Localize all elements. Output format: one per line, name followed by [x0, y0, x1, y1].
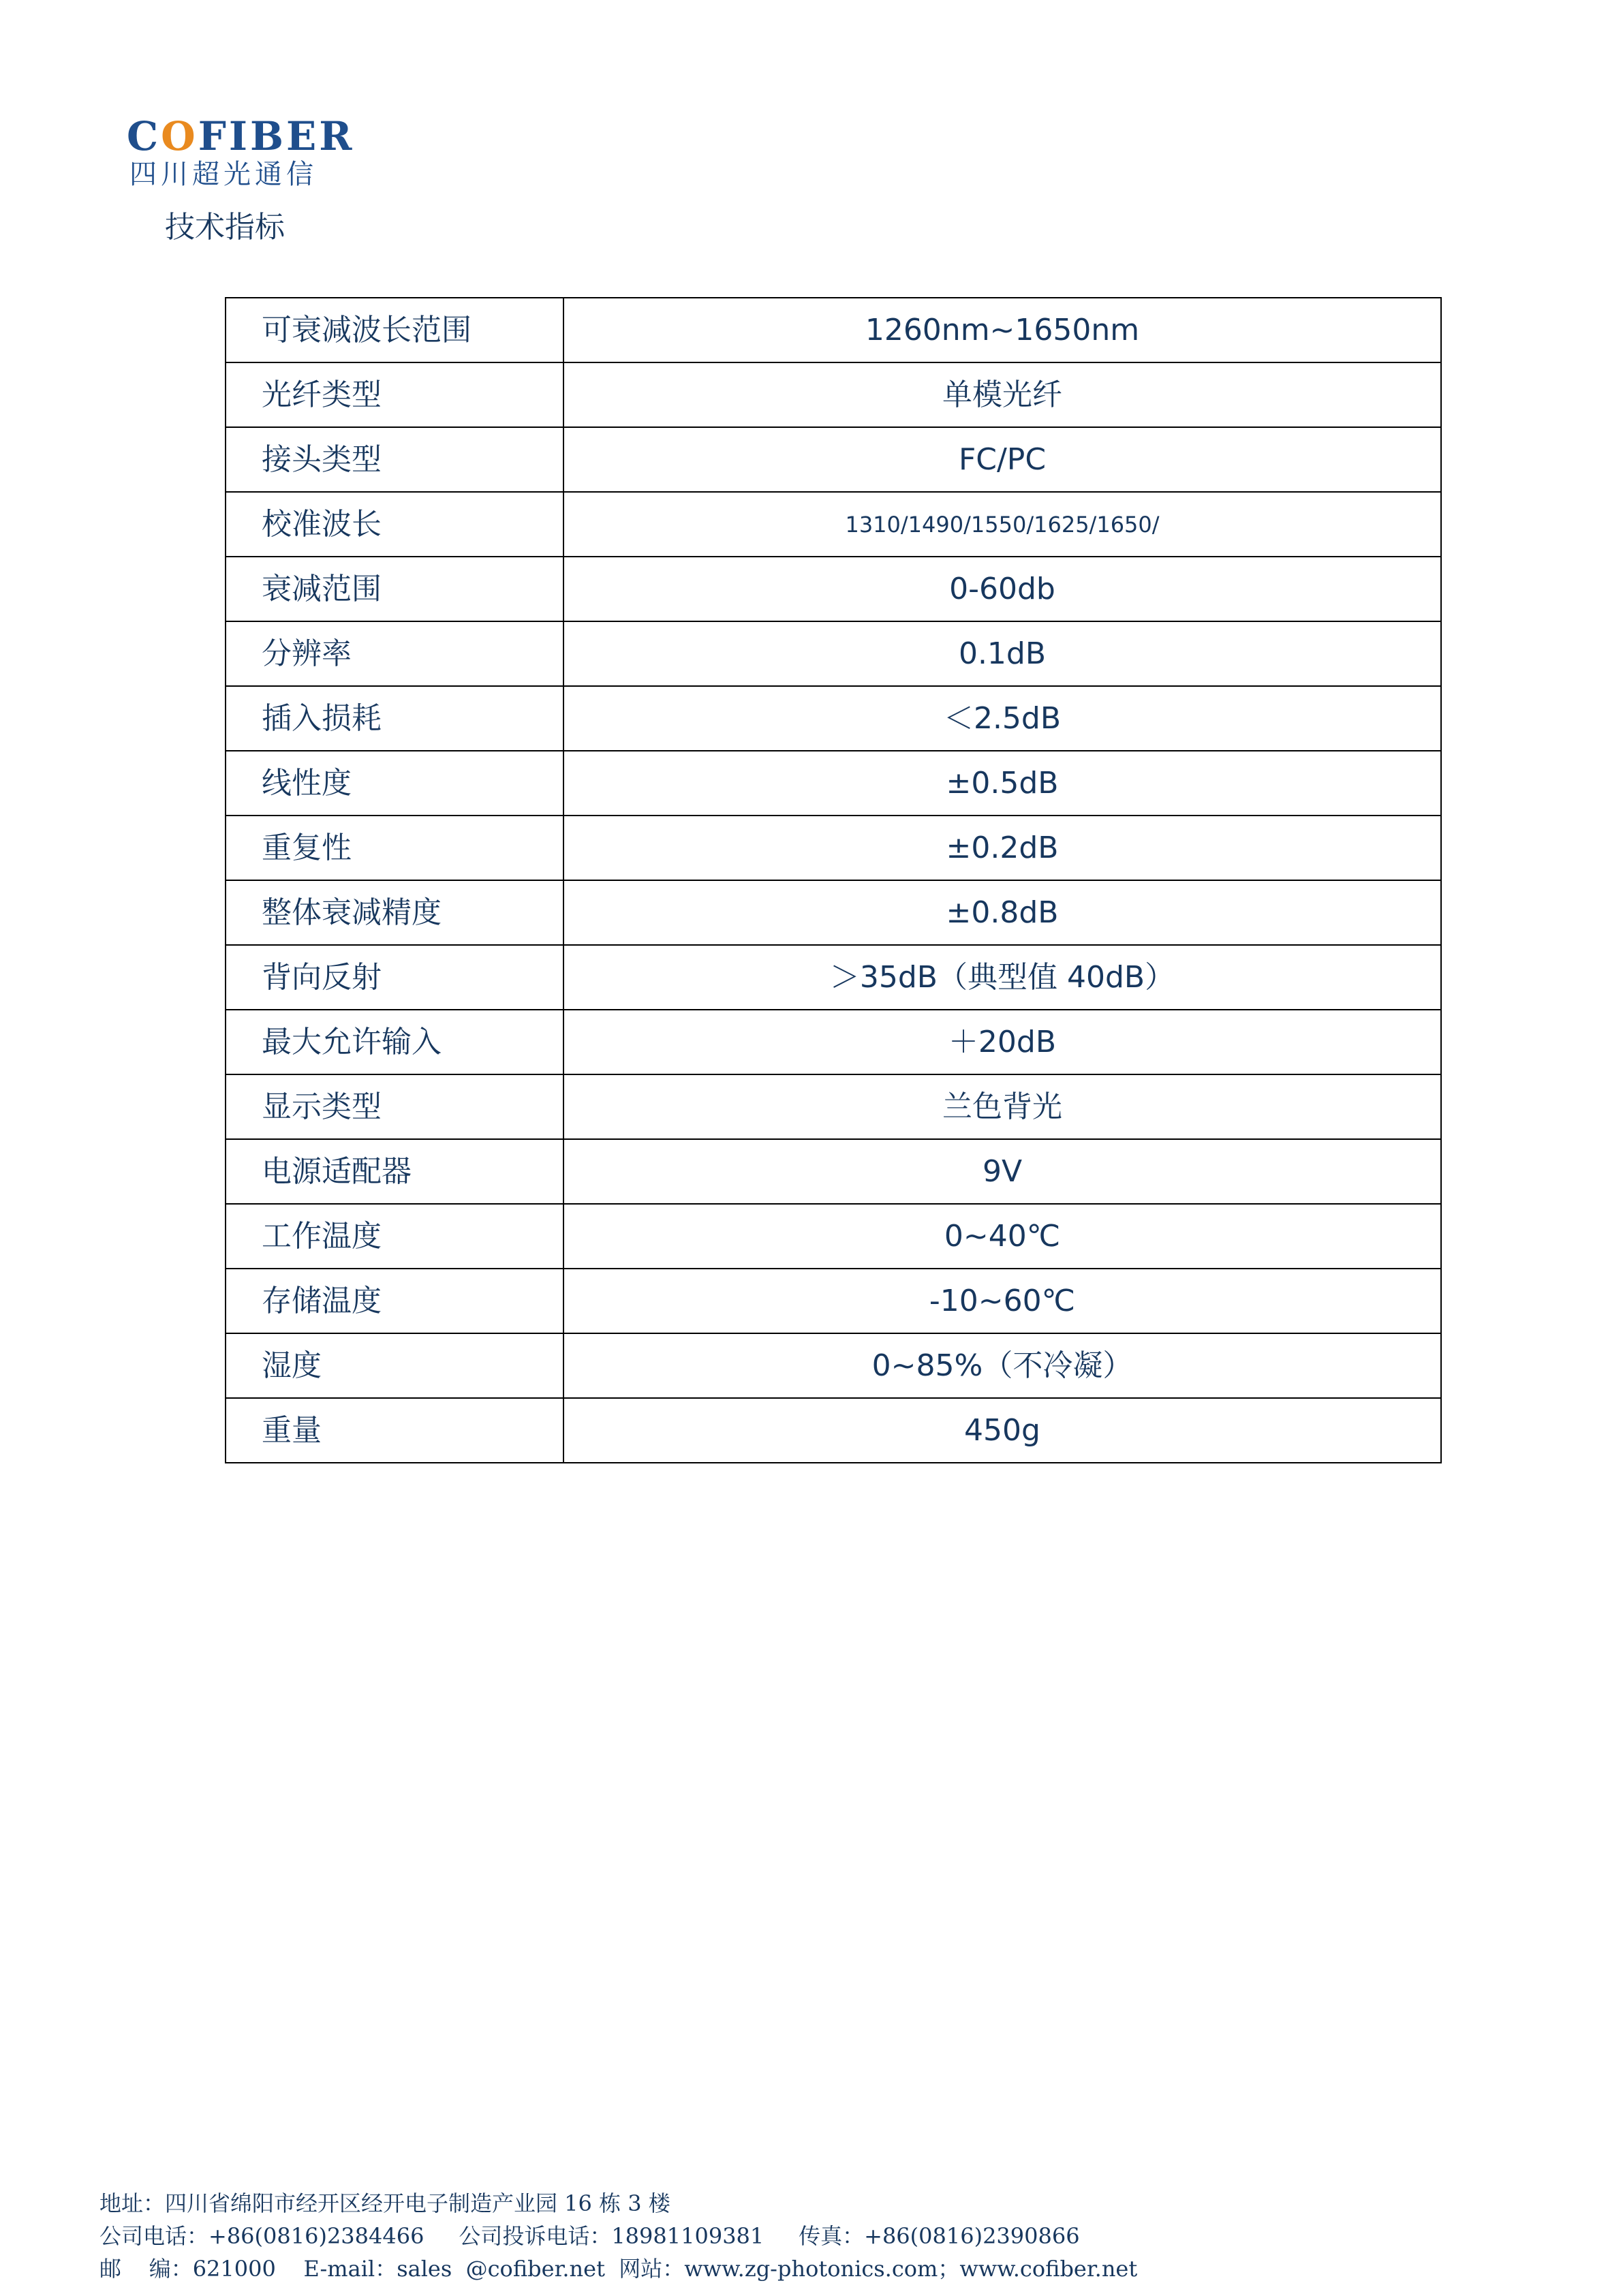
spec-row: [226, 492, 1441, 557]
spec-value: 0-60db: [563, 557, 1441, 621]
spec-value: ±0.2dB: [563, 816, 1441, 880]
footer-address: 地址：四川省绵阳市经开区经开电子制造产业园 16 栋 3 楼: [99, 2190, 670, 2216]
logo-english-text: COFIBER: [127, 113, 355, 159]
spec-table: [225, 297, 1442, 1463]
spec-row: [226, 1074, 1441, 1139]
spec-row: [226, 1139, 1441, 1204]
spec-value: 450g: [563, 1398, 1441, 1463]
spec-value: ＜2.5dB: [563, 686, 1441, 751]
spec-label: 重量: [226, 1398, 563, 1463]
footer: [99, 2187, 1598, 2285]
spec-value: ＞35dB（典型值 40dB）: [563, 945, 1441, 1010]
spec-row: [226, 751, 1441, 816]
spec-label: 线性度: [226, 751, 563, 816]
spec-label: 重复性: [226, 816, 563, 880]
spec-row: [226, 298, 1441, 362]
spec-label: 存储温度: [226, 1269, 563, 1333]
spec-value: 1260nm~1650nm: [563, 298, 1441, 362]
spec-row: [226, 1333, 1441, 1398]
spec-value: 0~85%（不冷凝）: [563, 1333, 1441, 1398]
spec-value: ±0.8dB: [563, 880, 1441, 945]
spec-label: 整体衰减精度: [226, 880, 563, 945]
spec-value: 单模光纤: [563, 362, 1441, 427]
spec-label: 湿度: [226, 1333, 563, 1398]
spec-label: 显示类型: [226, 1074, 563, 1139]
spec-value: 1310/1490/1550/1625/1650/: [563, 492, 1441, 557]
spec-row: [226, 1010, 1441, 1074]
spec-label: 最大允许输入: [226, 1010, 563, 1074]
spec-label: 光纤类型: [226, 362, 563, 427]
footer-phones: 公司电话：+86(0816)2384466 公司投诉电话：18981109381 传真：+86(0816)2390866: [99, 2223, 1080, 2249]
section-title: 技术指标: [165, 210, 285, 245]
spec-label: 插入损耗: [226, 686, 563, 751]
spec-row: [226, 1398, 1441, 1463]
spec-row: [226, 427, 1441, 492]
spec-label: 电源适配器: [226, 1139, 563, 1204]
logo-chinese-text: 四川超光通信: [129, 159, 318, 190]
spec-row: [226, 1269, 1441, 1333]
spec-value: ±0.5dB: [563, 751, 1441, 816]
spec-value: 兰色背光: [563, 1074, 1441, 1139]
spec-label: 背向反射: [226, 945, 563, 1010]
spec-row: [226, 621, 1441, 686]
spec-label: 工作温度: [226, 1204, 563, 1269]
spec-value: ＋20dB: [563, 1010, 1441, 1074]
spec-value: 9V: [563, 1139, 1441, 1204]
spec-value: -10~60℃: [563, 1269, 1441, 1333]
spec-value: 0~40℃: [563, 1204, 1441, 1269]
spec-row: [226, 557, 1441, 621]
spec-row: [226, 880, 1441, 945]
spec-row: [226, 816, 1441, 880]
spec-value: FC/PC: [563, 427, 1441, 492]
spec-label: 可衰减波长范围: [226, 298, 563, 362]
spec-row: [226, 1204, 1441, 1269]
spec-row: [226, 686, 1441, 751]
spec-row: [226, 362, 1441, 427]
spec-row: [226, 945, 1441, 1010]
spec-value: 0.1dB: [563, 621, 1441, 686]
spec-label: 接头类型: [226, 427, 563, 492]
footer-contact: 邮 编：621000 E-mail：sales @cofiber.net 网站：www.zg-photonics.com；www.cofiber.net: [99, 2256, 1138, 2282]
spec-label: 衰减范围: [226, 557, 563, 621]
spec-label: 分辨率: [226, 621, 563, 686]
company-logo: [127, 114, 413, 196]
spec-label: 校准波长: [226, 492, 563, 557]
